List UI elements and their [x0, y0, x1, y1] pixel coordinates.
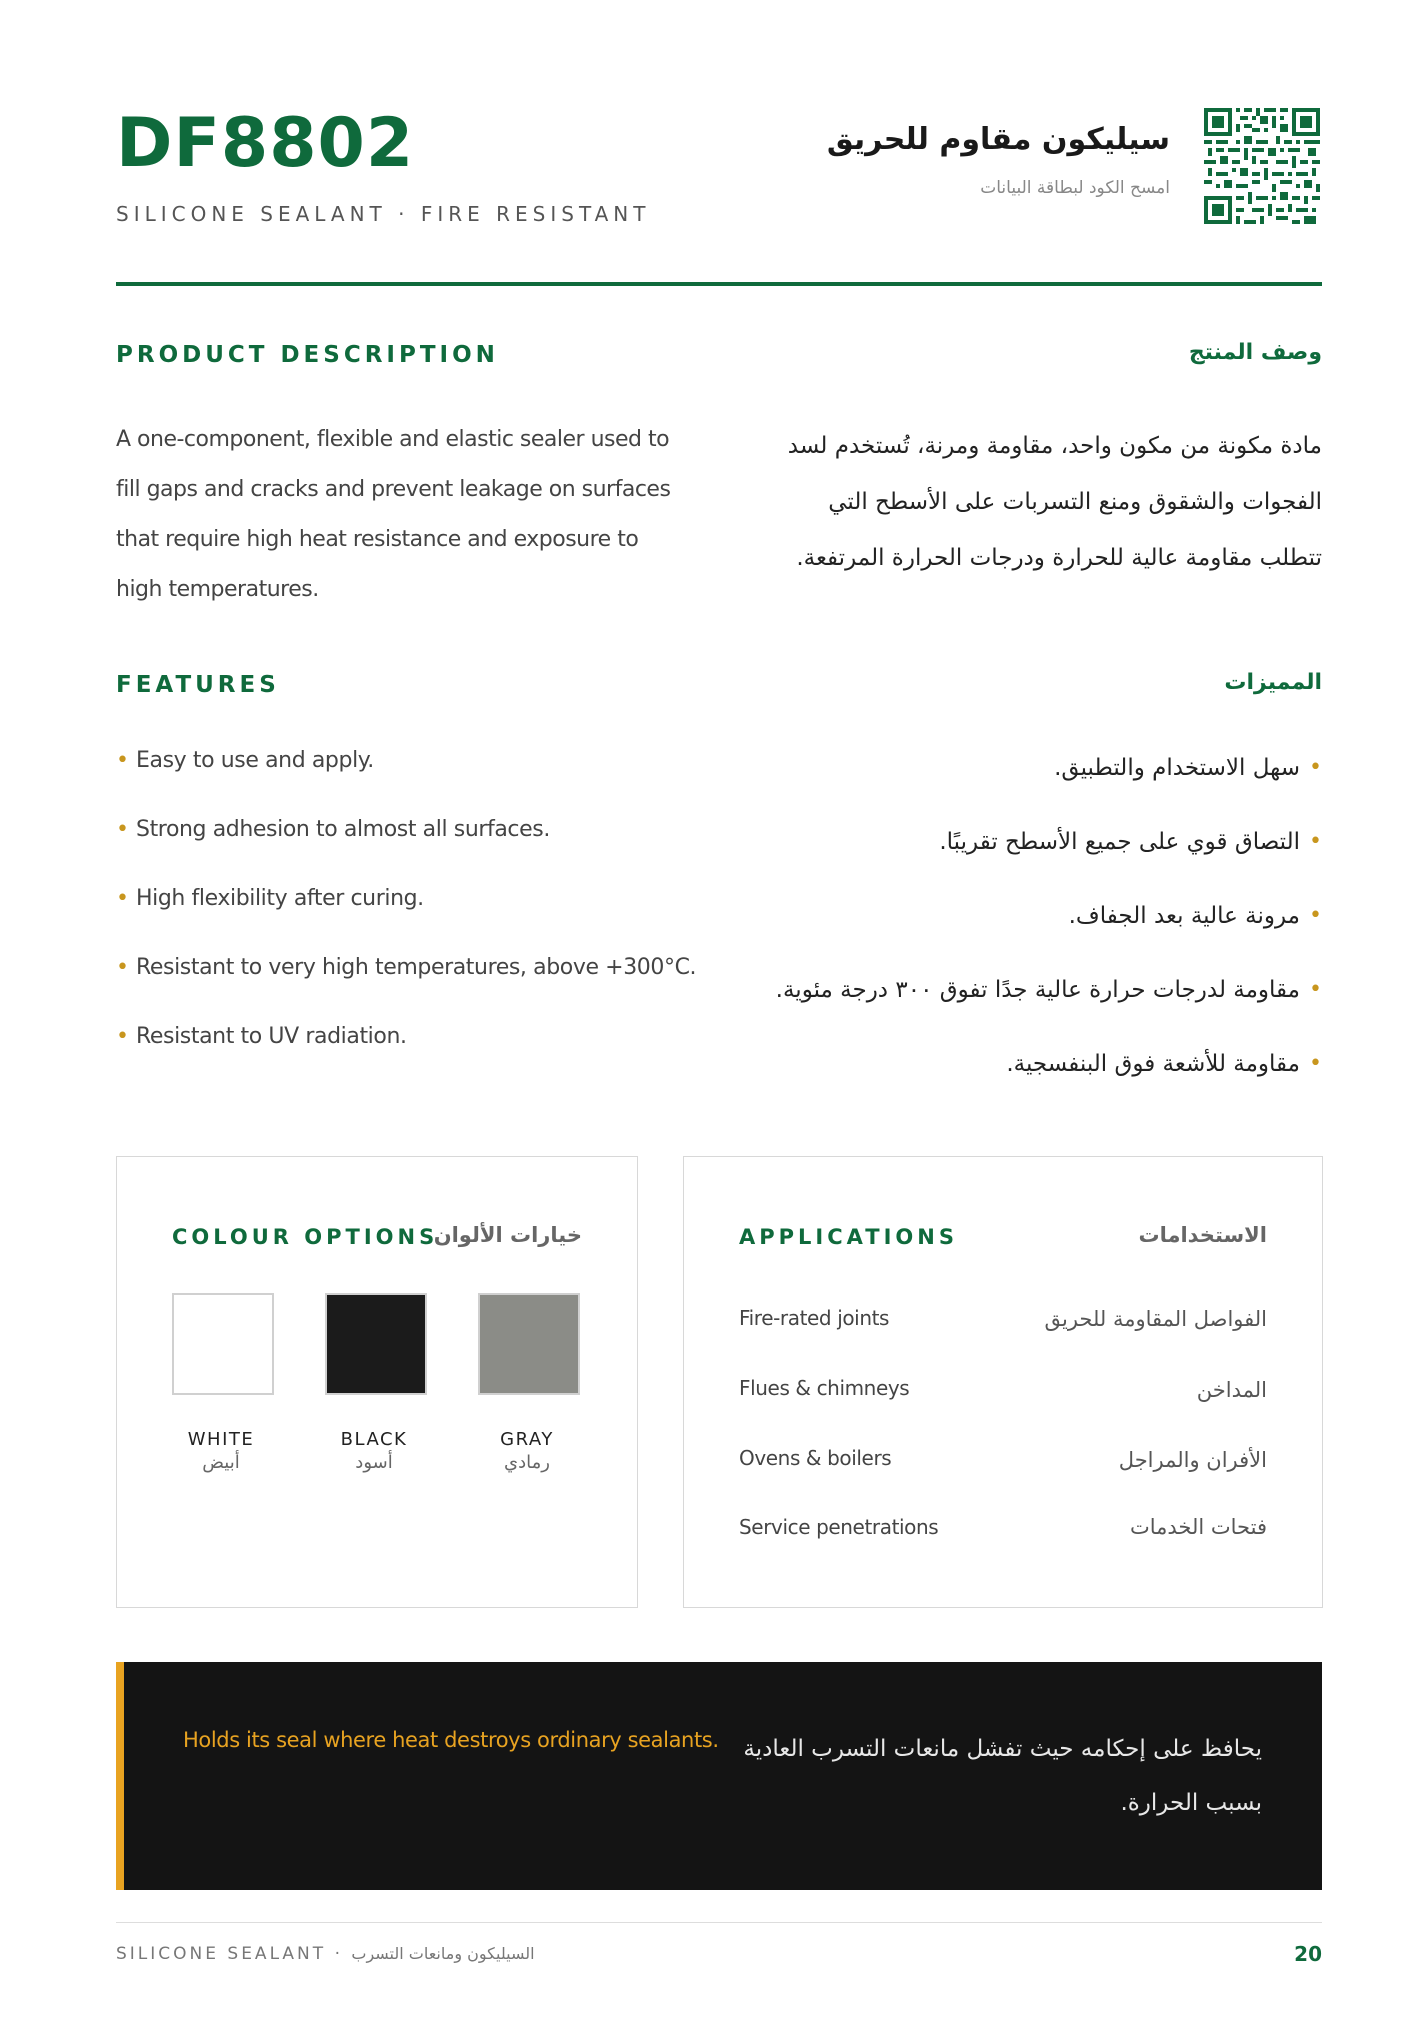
swatch-label-en: BLACK [340, 1429, 408, 1450]
header-divider [116, 282, 1322, 286]
page-number: 20 [1294, 1942, 1322, 1966]
banner-text-ar: يحافظ على إحكامه حيث تفشل مانعات التسرب العادية بسبب الحرارة. [743, 1736, 1262, 1816]
feature-item-ar: • مقاومة للأشعة فوق البنفسجية. [702, 1051, 1322, 1125]
application-item-ar: فتحات الخدمات [1129, 1515, 1267, 1539]
feature-item-en: • Resistant to very high temperatures, above +300°C. [116, 955, 736, 1024]
application-item-ar: المداخن [1196, 1378, 1267, 1402]
features-list-en [116, 748, 736, 1093]
swatch-label-en: WHITE [187, 1429, 255, 1450]
application-item-en: Flues & chimneys [739, 1376, 910, 1400]
banner-text-en: Holds its seal where heat destroys ordinary sealants. [183, 1728, 719, 1752]
product-subtitle: SILICONE SEALANT · FIRE RESISTANT [116, 202, 651, 226]
feature-item-ar: • مقاومة لدرجات حرارة عالية جدًا تفوق ٣٠٠ درجة مئوية. [702, 977, 1322, 1051]
product-code: DF8802 [116, 104, 415, 183]
footer-divider [116, 1922, 1322, 1923]
feature-item-en: • Strong adhesion to almost all surfaces. [116, 817, 736, 886]
application-item-ar: الأفران والمراجل [1118, 1448, 1267, 1472]
description-heading-en: PRODUCT DESCRIPTION [116, 342, 499, 368]
features-heading-en: FEATURES [116, 672, 280, 698]
feature-item-en: • High flexibility after curing. [116, 886, 736, 955]
features-heading-ar: المميزات [1224, 670, 1322, 695]
footer-section-label [116, 1944, 535, 1964]
colour-options-card [116, 1156, 638, 1608]
application-item-en: Fire-rated joints [739, 1306, 890, 1330]
applications-heading-en: APPLICATIONS [739, 1225, 958, 1249]
qr-code-icon[interactable] [1204, 108, 1320, 224]
feature-item-en: • Easy to use and apply. [116, 748, 736, 817]
applications-card [683, 1156, 1323, 1608]
swatch-label-ar: رمادي [504, 1452, 550, 1473]
footer-label-ar: السيليكون ومانعات التسرب [351, 1944, 535, 1963]
feature-item-en: • Resistant to UV radiation. [116, 1024, 736, 1093]
description-body-en: A one-component, flexible and elastic sealer used to fill gaps and cracks and prevent leakage on surfaces that require high heat resistance and exposure to high temperatures. [116, 427, 671, 602]
description-body-ar: مادة مكونة من مكون واحد، مقاومة ومرنة، تُستخدم لسد الفجوات والشقوق ومنع التسربات على الأسطح التي تتطلب مقاومة عالية للحرارة ودرجات الحرارة المرتفعة. [787, 433, 1322, 571]
feature-item-ar: • مرونة عالية بعد الجفاف. [702, 903, 1322, 977]
swatch-label-en: GRAY [500, 1429, 554, 1450]
swatch-label-ar: أبيض [202, 1452, 240, 1473]
feature-item-ar: • سهل الاستخدام والتطبيق. [702, 755, 1322, 829]
application-item-en: Ovens & boilers [739, 1446, 892, 1470]
colour-heading-ar: خيارات الألوان [433, 1223, 582, 1247]
scan-hint-ar: امسح الكود لبطاقة البيانات [980, 178, 1170, 198]
features-list-ar [702, 755, 1322, 1125]
swatch-label-ar: أسود [355, 1452, 393, 1473]
swatch-white [172, 1293, 274, 1395]
colour-heading-en: COLOUR OPTIONS [172, 1225, 439, 1249]
footer-label-en: SILICONE SEALANT [116, 1944, 327, 1964]
application-item-ar: الفواصل المقاومة للحريق [1044, 1307, 1267, 1331]
description-heading-ar: وصف المنتج [1188, 340, 1322, 365]
feature-item-ar: • التصاق قوي على جميع الأسطح تقريبًا. [702, 829, 1322, 903]
swatch-gray [478, 1293, 580, 1395]
swatch-black [325, 1293, 427, 1395]
applications-heading-ar: الاستخدامات [1138, 1223, 1267, 1247]
banner-accent-bar [116, 1662, 124, 1890]
footer-separator: · [334, 1944, 343, 1964]
application-item-en: Service penetrations [739, 1515, 939, 1539]
product-title-ar: سيليكون مقاوم للحريق [826, 122, 1170, 157]
